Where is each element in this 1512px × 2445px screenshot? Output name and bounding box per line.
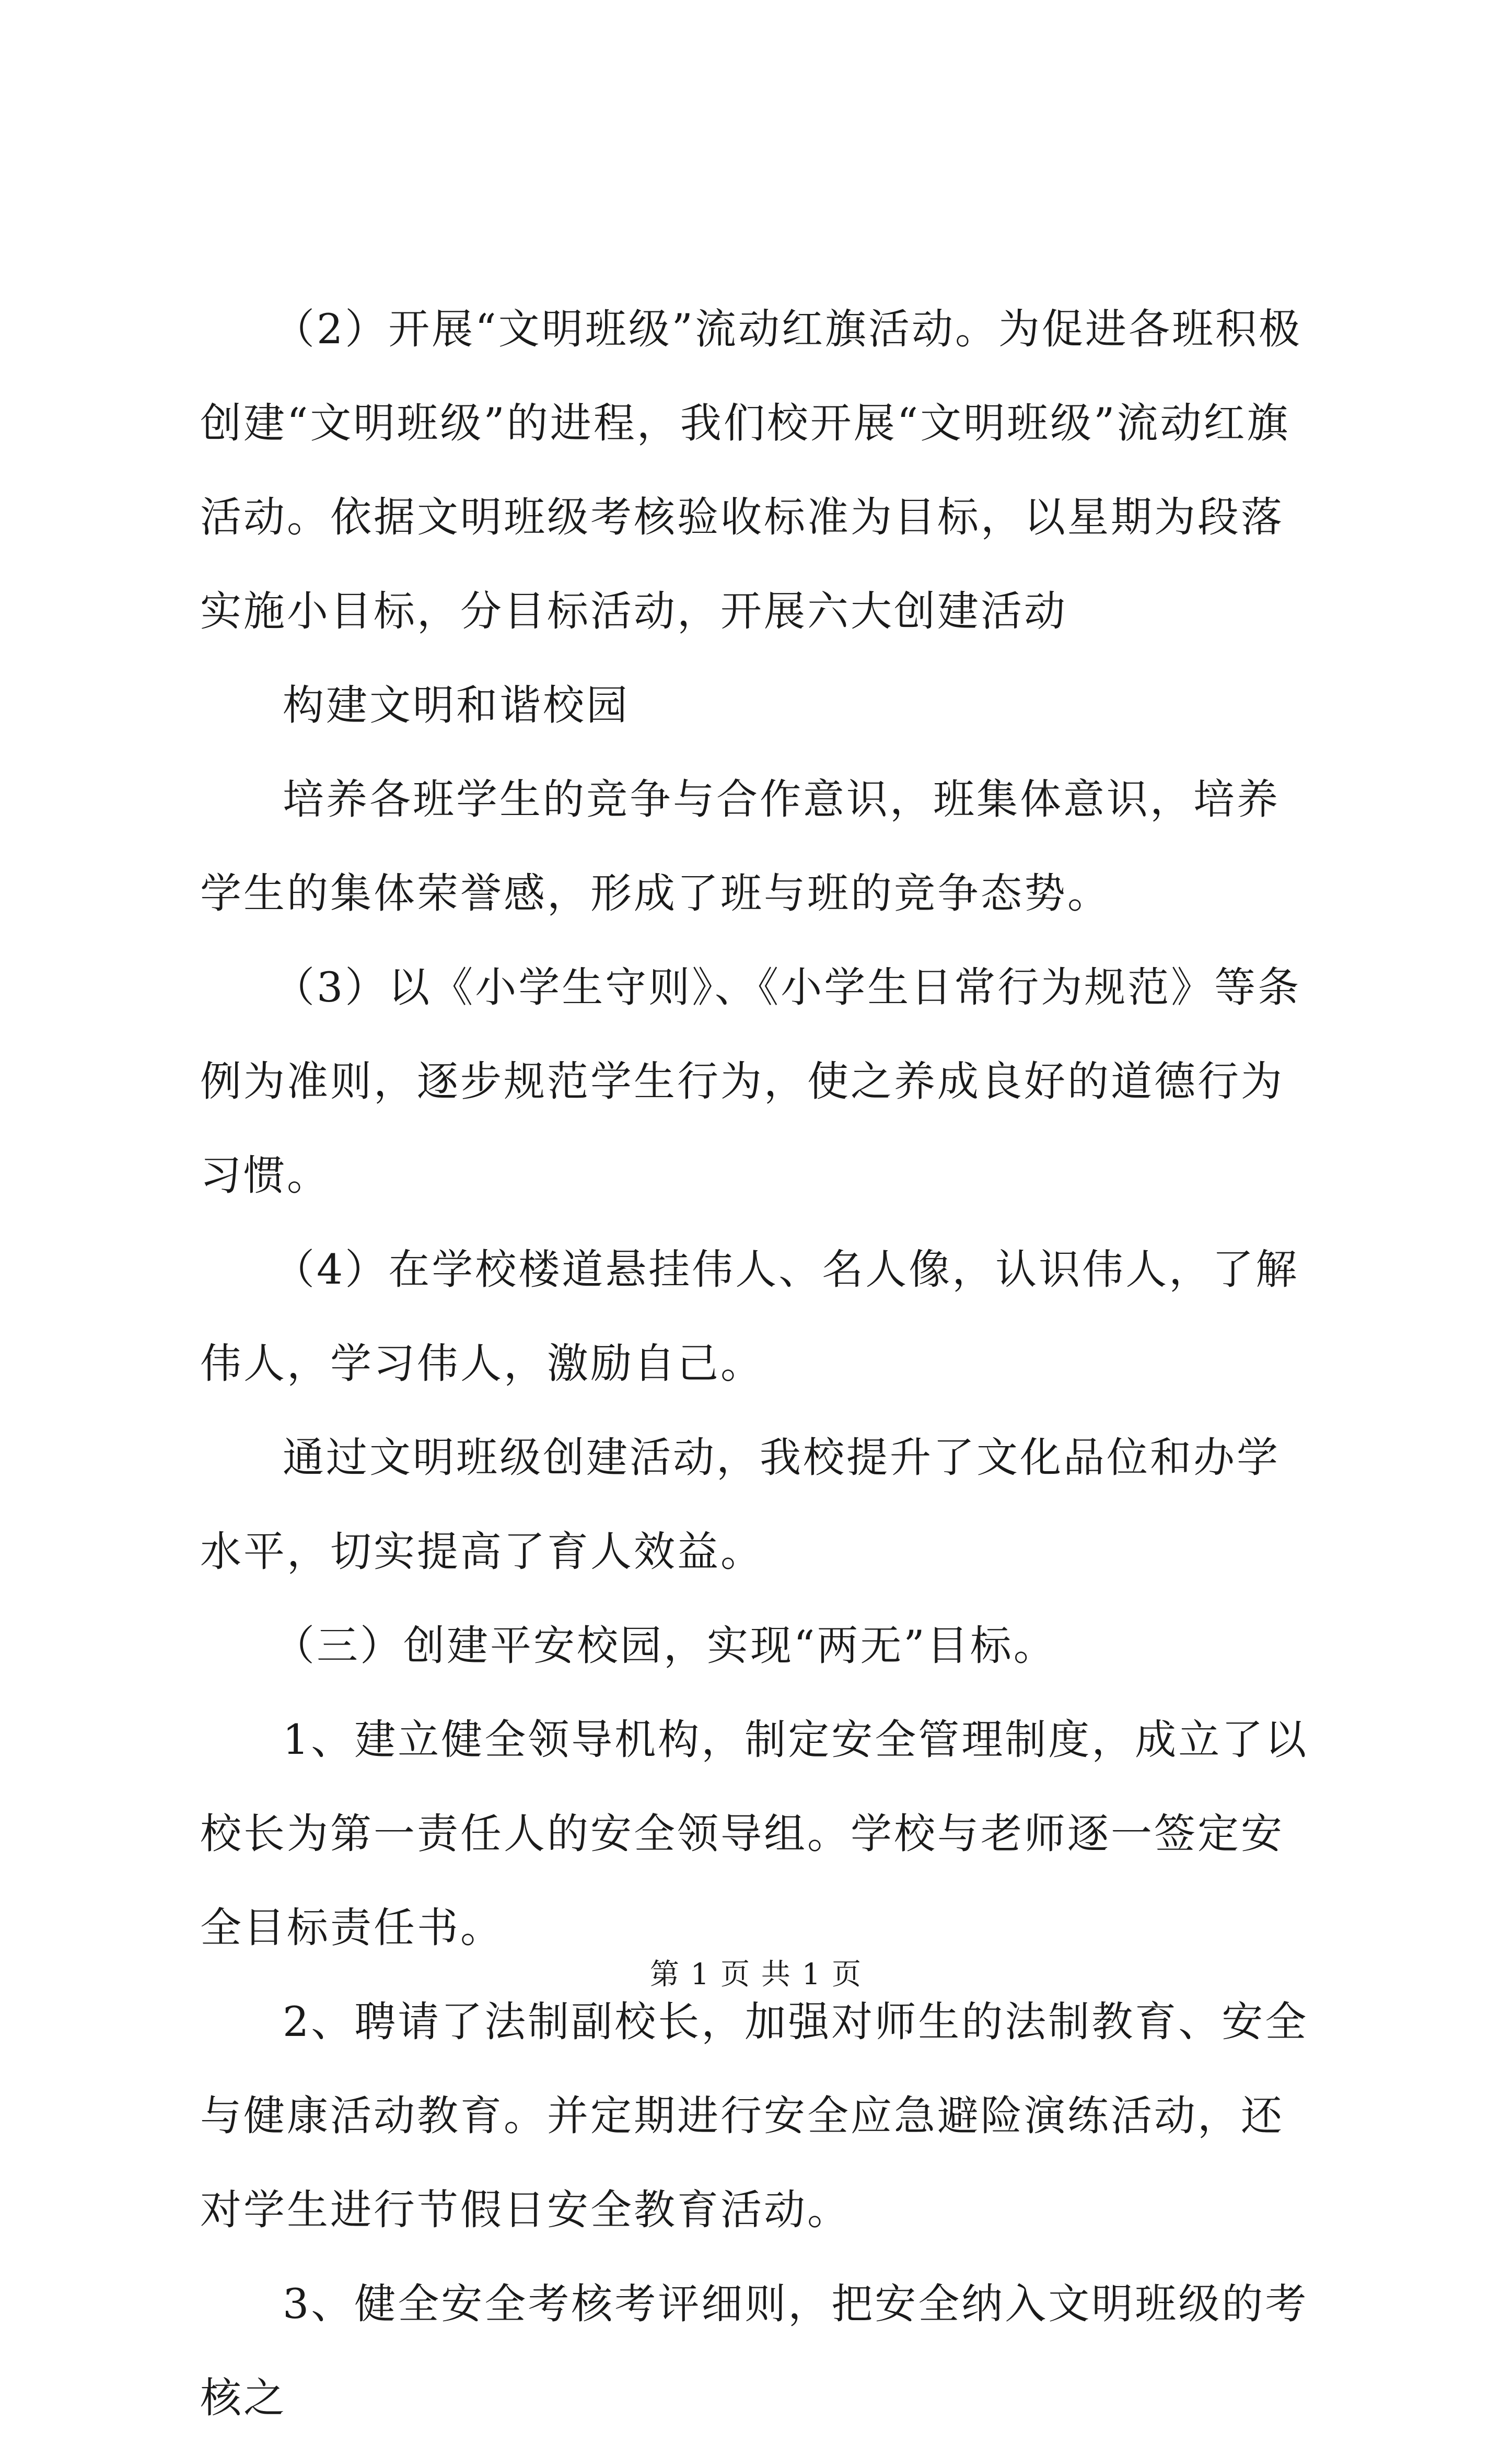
paragraph-leadership-structure: 1、建立健全领导机构，制定安全管理制度，成立了以校长为第一责任人的安全领导组。学校与老师逐一签定安全目标责任书。 bbox=[200, 1716, 1309, 1952]
page-footer: 第 1 页 共 1 页 bbox=[649, 1958, 863, 1992]
paragraph-legal-education: 2、聘请了法制副校长，加强对师生的法制教育、安全与健康活动教育。并定期进行安全应急避险演练活动，还对学生进行节假日安全教育活动。 bbox=[200, 1998, 1309, 2234]
document-body bbox=[200, 282, 1318, 2445]
paragraph-safety-assessment: 3、健全安全考核考评细则，把安全纳入文明班级的考核之 bbox=[200, 2280, 1309, 2422]
paragraph-safe-campus-heading: （三）创建平安校园，实现“两无”目标。 bbox=[273, 1622, 1057, 1670]
paragraph-harmonious-campus: 构建文明和谐校园 bbox=[283, 681, 630, 729]
paragraph-civilized-class-result: 通过文明班级创建活动，我校提升了文化品位和办学水平，切实提高了育人效益。 bbox=[200, 1434, 1280, 1576]
paragraph-red-flag-activity: （2）开展“文明班级”流动红旗活动。为促进各班积极创建“文明班级”的进程，我们校开展“文明班级”流动红旗活动。依据文明班级考核验收标准为目标，以星期为段落实施小目标，分目标活动，开展六大创建活动 bbox=[200, 305, 1302, 635]
paragraph-competition-awareness: 培养各班学生的竞争与合作意识，班集体意识，培养学生的集体荣誉感，形成了班与班的竞争态势。 bbox=[200, 775, 1280, 917]
paragraph-student-code: （3）以《小学生守则》、《小学生日常行为规范》等条例为准则，逐步规范学生行为，使之养成良好的道德行为习惯。 bbox=[200, 963, 1301, 1200]
paragraph-great-people: （4）在学校楼道悬挂伟人、名人像，认识伟人，了解伟人，学习伟人，激励自己。 bbox=[200, 1245, 1299, 1388]
